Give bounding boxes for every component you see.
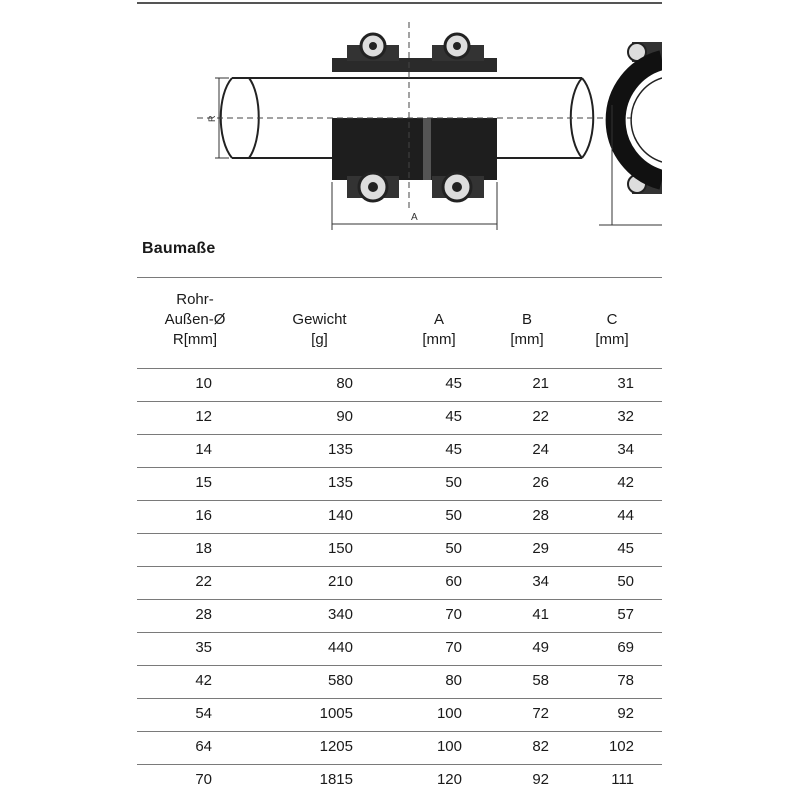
table-row (137, 632, 662, 665)
cell-weight: 135 (327, 441, 353, 458)
cell-dim-c: 92 (617, 705, 634, 722)
table-row (137, 731, 662, 764)
header-dim-b: B [mm] (510, 311, 544, 348)
dim-a-label: A (411, 212, 418, 223)
cell-dim-c: 57 (617, 606, 634, 623)
table-row (137, 566, 662, 599)
cell-dim-a: 60 (445, 573, 462, 590)
table-row (137, 401, 662, 434)
cell-pipe-diameter: 28 (195, 606, 212, 623)
cell-dim-b: 26 (532, 474, 549, 491)
cell-pipe-diameter: 16 (195, 507, 212, 524)
cell-weight: 150 (327, 540, 353, 557)
cell-pipe-diameter: 14 (195, 441, 212, 458)
cell-weight: 90 (336, 408, 353, 425)
cell-dim-b: 21 (532, 375, 549, 392)
datasheet-page (137, 0, 662, 800)
cell-pipe-diameter: 35 (195, 639, 212, 656)
clamp-end-view (599, 42, 662, 225)
header-pipe-diameter: Rohr- Außen-Ø R[mm] (164, 291, 226, 348)
cell-pipe-diameter: 54 (195, 705, 212, 722)
cell-dim-b: 58 (532, 672, 549, 689)
table-row (137, 764, 662, 797)
table-row (137, 434, 662, 467)
header-weight: Gewicht [g] (292, 311, 347, 348)
table-row (137, 533, 662, 566)
cell-dim-b: 41 (532, 606, 549, 623)
cell-dim-c: 111 (611, 771, 634, 788)
clamp-top-flange (332, 34, 497, 72)
cell-pipe-diameter: 42 (195, 672, 212, 689)
cell-dim-b: 28 (532, 507, 549, 524)
dim-r-label: R (207, 115, 217, 122)
cell-weight: 80 (336, 375, 353, 392)
dimensions-table-body (137, 368, 662, 797)
cell-dim-a: 120 (436, 771, 462, 788)
cell-weight: 340 (327, 606, 353, 623)
table-row (137, 500, 662, 533)
cell-weight: 1005 (319, 705, 353, 722)
cell-dim-a: 100 (436, 705, 462, 722)
cell-weight: 1815 (319, 771, 353, 788)
cell-weight: 440 (327, 639, 353, 656)
cell-dim-a: 100 (436, 738, 462, 755)
cell-dim-b: 24 (532, 441, 549, 458)
pipe-clamp-technical-drawing (137, 0, 662, 240)
cell-dim-a: 70 (445, 639, 462, 656)
cell-dim-a: 45 (445, 375, 462, 392)
cell-dim-c: 34 (617, 441, 634, 458)
cell-dim-c: 78 (617, 672, 634, 689)
cell-dim-a: 50 (445, 507, 462, 524)
table-row (137, 368, 662, 401)
cell-dim-a: 45 (445, 441, 462, 458)
cell-pipe-diameter: 64 (195, 738, 212, 755)
cell-dim-c: 44 (617, 507, 634, 524)
table-row (137, 599, 662, 632)
cell-pipe-diameter: 22 (195, 573, 212, 590)
cell-pipe-diameter: 15 (195, 474, 212, 491)
cell-weight: 140 (327, 507, 353, 524)
cell-pipe-diameter: 70 (195, 771, 212, 788)
cell-dim-c: 50 (617, 573, 634, 590)
header-dim-c: C [mm] (595, 311, 629, 348)
table-row (137, 698, 662, 731)
cell-weight: 210 (327, 573, 353, 590)
divider (137, 277, 662, 278)
cell-pipe-diameter: 18 (195, 540, 212, 557)
clamp-body-lower (332, 118, 497, 180)
cell-dim-b: 49 (532, 639, 549, 656)
cell-pipe-diameter: 12 (195, 408, 212, 425)
cell-dim-b: 82 (532, 738, 549, 755)
cell-dim-c: 31 (617, 375, 634, 392)
cell-dim-c: 69 (617, 639, 634, 656)
cell-dim-b: 72 (532, 705, 549, 722)
table-row (137, 467, 662, 500)
cell-dim-b: 22 (532, 408, 549, 425)
table-row (137, 665, 662, 698)
cell-weight: 135 (327, 474, 353, 491)
cell-dim-c: 45 (617, 540, 634, 557)
cell-dim-c: 42 (617, 474, 634, 491)
cell-dim-a: 50 (445, 474, 462, 491)
cell-weight: 1205 (319, 738, 353, 755)
header-dim-a: A [mm] (422, 311, 456, 348)
cell-dim-a: 70 (445, 606, 462, 623)
cell-dim-b: 29 (532, 540, 549, 557)
section-title: Baumaße (142, 240, 216, 257)
cell-dim-b: 34 (532, 573, 549, 590)
cell-dim-a: 50 (445, 540, 462, 557)
cell-dim-b: 92 (532, 771, 549, 788)
cell-dim-a: 45 (445, 408, 462, 425)
cell-pipe-diameter: 10 (195, 375, 212, 392)
cell-dim-a: 80 (445, 672, 462, 689)
cell-dim-c: 102 (608, 738, 634, 755)
cell-dim-c: 32 (617, 408, 634, 425)
table-header (137, 290, 662, 368)
cell-weight: 580 (327, 672, 353, 689)
